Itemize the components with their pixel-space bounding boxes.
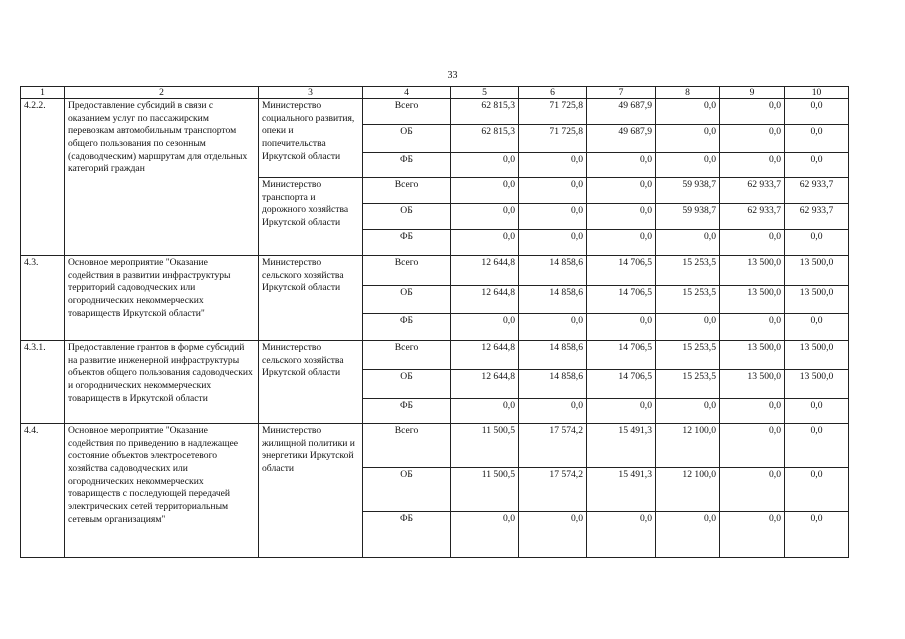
amount-cell: 0,0 — [656, 125, 720, 153]
amount-cell: 13 500,0 — [720, 341, 785, 370]
table-row — [21, 256, 849, 286]
amount-cell: 0,0 — [720, 99, 785, 125]
item-name: Основное мероприятие "Оказание содействия в развитии инфраструктуры территорий садоводческих или огороднических некоммерческих товариществ Иркутской области" — [65, 256, 259, 341]
amount-cell: 62 933,7 — [785, 178, 849, 204]
amount-cell: 0,0 — [587, 230, 656, 256]
amount-cell: 0,0 — [785, 512, 849, 558]
amount-cell: 13 500,0 — [720, 256, 785, 286]
item-number: 4.2.2. — [21, 99, 65, 256]
amount-cell: 49 687,9 — [587, 125, 656, 153]
amount-cell: 0,0 — [587, 314, 656, 341]
amount-cell: 0,0 — [451, 512, 519, 558]
column-header: 2 — [65, 87, 259, 99]
column-header: 9 — [720, 87, 785, 99]
funding-source: ОБ — [363, 286, 451, 314]
amount-cell: 0,0 — [720, 399, 785, 424]
amount-cell: 62 815,3 — [451, 125, 519, 153]
item-number: 4.3. — [21, 256, 65, 341]
funding-source: Всего — [363, 424, 451, 468]
amount-cell: 13 500,0 — [720, 286, 785, 314]
funding-source: ФБ — [363, 314, 451, 341]
amount-cell: 0,0 — [587, 512, 656, 558]
amount-cell: 0,0 — [720, 314, 785, 341]
funding-source: ФБ — [363, 230, 451, 256]
amount-cell: 15 253,5 — [656, 256, 720, 286]
amount-cell: 0,0 — [519, 204, 587, 230]
amount-cell: 62 933,7 — [720, 178, 785, 204]
amount-cell: 0,0 — [451, 153, 519, 178]
column-header: 4 — [363, 87, 451, 99]
column-header: 8 — [656, 87, 720, 99]
funding-source: ОБ — [363, 204, 451, 230]
amount-cell: 11 500,5 — [451, 468, 519, 512]
amount-cell: 15 491,3 — [587, 468, 656, 512]
amount-cell: 14 706,5 — [587, 341, 656, 370]
amount-cell: 0,0 — [656, 230, 720, 256]
item-name: Предоставление грантов в форме субсидий на развитие инженерной инфраструктуры объектов общего пользования садоводческих и огороднических некоммерческих товариществ в Иркутской области — [65, 341, 259, 424]
amount-cell: 0,0 — [587, 153, 656, 178]
column-header: 6 — [519, 87, 587, 99]
amount-cell: 14 858,6 — [519, 286, 587, 314]
amount-cell: 13 500,0 — [720, 370, 785, 399]
funding-source: ОБ — [363, 468, 451, 512]
amount-cell: 13 500,0 — [785, 370, 849, 399]
item-name: Основное мероприятие "Оказание содействия по приведению в надлежащее состояние объектов электросетевого хозяйства садоводческих или огороднических некоммерческих товариществ с последующей передачей электрических сетей территориальным сетевым организациям" — [65, 424, 259, 558]
amount-cell: 0,0 — [785, 399, 849, 424]
amount-cell: 0,0 — [587, 178, 656, 204]
amount-cell: 15 253,5 — [656, 341, 720, 370]
amount-cell: 14 858,6 — [519, 341, 587, 370]
amount-cell: 14 706,5 — [587, 286, 656, 314]
column-header: 1 — [21, 87, 65, 99]
item-name: Предоставление субсидий в связи с оказанием услуг по пассажирским перевозкам автомобильным транспортом общего пользования по сезонным (садоводческим) маршрутам для отдельных категорий граждан — [65, 99, 259, 256]
amount-cell: 13 500,0 — [785, 341, 849, 370]
amount-cell: 14 706,5 — [587, 256, 656, 286]
column-header: 3 — [259, 87, 363, 99]
amount-cell: 0,0 — [720, 468, 785, 512]
amount-cell: 0,0 — [785, 314, 849, 341]
amount-cell: 0,0 — [519, 512, 587, 558]
amount-cell: 14 858,6 — [519, 370, 587, 399]
table-row — [21, 99, 849, 125]
amount-cell: 0,0 — [451, 178, 519, 204]
funding-source: ФБ — [363, 512, 451, 558]
amount-cell: 12 644,8 — [451, 341, 519, 370]
amount-cell: 0,0 — [519, 230, 587, 256]
amount-cell: 71 725,8 — [519, 125, 587, 153]
amount-cell: 13 500,0 — [785, 256, 849, 286]
amount-cell: 0,0 — [451, 204, 519, 230]
item-number: 4.3.1. — [21, 341, 65, 424]
amount-cell: 62 815,3 — [451, 99, 519, 125]
amount-cell: 0,0 — [785, 468, 849, 512]
column-header: 7 — [587, 87, 656, 99]
amount-cell: 0,0 — [720, 512, 785, 558]
table-row — [21, 341, 849, 370]
amount-cell: 62 933,7 — [785, 204, 849, 230]
amount-cell: 12 644,8 — [451, 256, 519, 286]
amount-cell: 0,0 — [720, 424, 785, 468]
column-header: 5 — [451, 87, 519, 99]
amount-cell: 15 253,5 — [656, 370, 720, 399]
funding-source: ФБ — [363, 153, 451, 178]
funding-source: Всего — [363, 99, 451, 125]
amount-cell: 0,0 — [656, 512, 720, 558]
amount-cell: 0,0 — [785, 230, 849, 256]
amount-cell: 0,0 — [785, 99, 849, 125]
amount-cell: 59 938,7 — [656, 204, 720, 230]
amount-cell: 0,0 — [785, 424, 849, 468]
amount-cell: 0,0 — [519, 399, 587, 424]
column-header: 10 — [785, 87, 849, 99]
amount-cell: 17 574,2 — [519, 424, 587, 468]
amount-cell: 15 491,3 — [587, 424, 656, 468]
funding-source: Всего — [363, 178, 451, 204]
amount-cell: 0,0 — [587, 399, 656, 424]
amount-cell: 0,0 — [656, 99, 720, 125]
amount-cell: 49 687,9 — [587, 99, 656, 125]
executor-name: Министерство жилищной политики и энергетики Иркутской области — [259, 424, 363, 558]
amount-cell: 0,0 — [720, 153, 785, 178]
executor-name: Министерство сельского хозяйства Иркутской области — [259, 341, 363, 424]
funding-source: ОБ — [363, 370, 451, 399]
amount-cell: 0,0 — [519, 314, 587, 341]
amount-cell: 0,0 — [451, 314, 519, 341]
amount-cell: 0,0 — [519, 153, 587, 178]
amount-cell: 12 644,8 — [451, 370, 519, 399]
funding-source: ОБ — [363, 125, 451, 153]
amount-cell: 14 858,6 — [519, 256, 587, 286]
program-table — [20, 86, 849, 558]
executor-name: Министерство транспорта и дорожного хозяйства Иркутской области — [259, 178, 363, 256]
amount-cell: 0,0 — [720, 230, 785, 256]
item-number: 4.4. — [21, 424, 65, 558]
amount-cell: 0,0 — [656, 399, 720, 424]
amount-cell: 0,0 — [587, 204, 656, 230]
table-body — [21, 99, 849, 558]
table-row — [21, 424, 849, 468]
executor-name: Министерство социального развития, опеки и попечительства Иркутской области — [259, 99, 363, 178]
amount-cell: 15 253,5 — [656, 286, 720, 314]
amount-cell: 17 574,2 — [519, 468, 587, 512]
amount-cell: 12 100,0 — [656, 468, 720, 512]
funding-source: Всего — [363, 256, 451, 286]
amount-cell: 0,0 — [785, 125, 849, 153]
executor-name: Министерство сельского хозяйства Иркутской области — [259, 256, 363, 341]
amount-cell: 0,0 — [785, 153, 849, 178]
amount-cell: 0,0 — [451, 230, 519, 256]
amount-cell: 0,0 — [519, 178, 587, 204]
amount-cell: 62 933,7 — [720, 204, 785, 230]
funding-source: Всего — [363, 341, 451, 370]
amount-cell: 12 100,0 — [656, 424, 720, 468]
amount-cell: 14 706,5 — [587, 370, 656, 399]
amount-cell: 0,0 — [656, 153, 720, 178]
page-number: 33 — [447, 70, 458, 81]
amount-cell: 11 500,5 — [451, 424, 519, 468]
amount-cell: 71 725,8 — [519, 99, 587, 125]
funding-source: ФБ — [363, 399, 451, 424]
amount-cell: 12 644,8 — [451, 286, 519, 314]
column-number-row — [21, 87, 849, 99]
amount-cell: 13 500,0 — [785, 286, 849, 314]
amount-cell: 0,0 — [451, 399, 519, 424]
amount-cell: 0,0 — [720, 125, 785, 153]
amount-cell: 0,0 — [656, 314, 720, 341]
amount-cell: 59 938,7 — [656, 178, 720, 204]
